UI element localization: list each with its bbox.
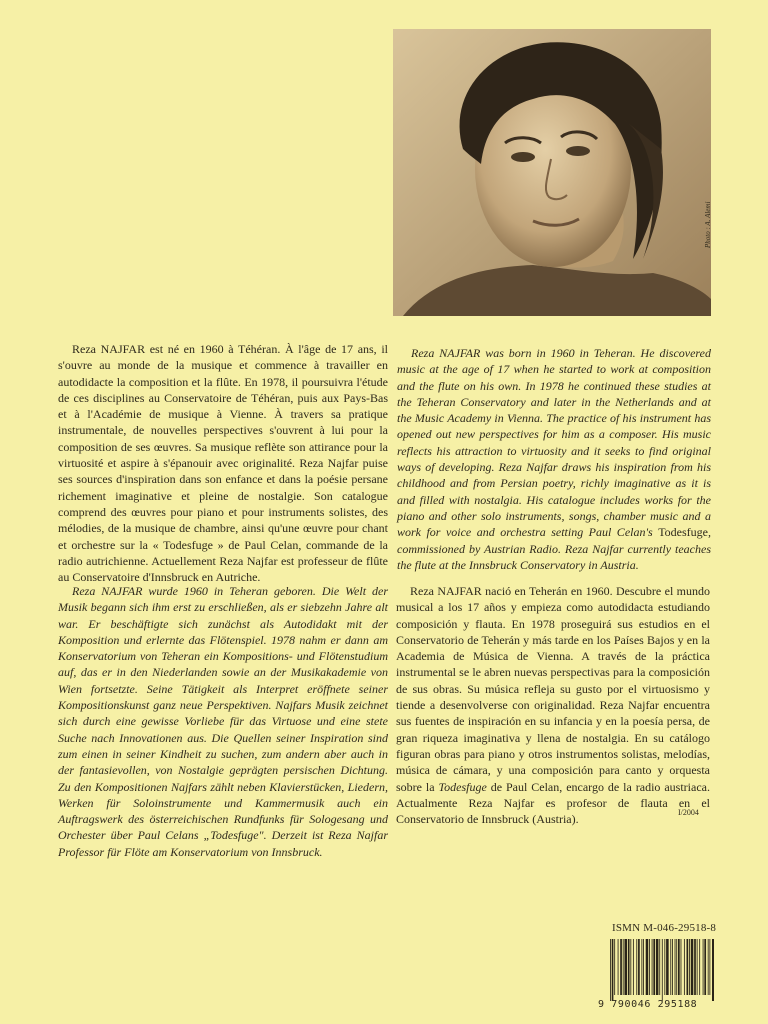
photo-credit: Photo : A. Alemi [704,201,712,248]
bio-spanish-work-title: Todesfuge [438,779,487,794]
barcode-bar [699,939,700,995]
barcode-bar [636,939,637,995]
barcode [598,939,716,1011]
barcode-bar [681,939,682,995]
bio-german-work-title: „Todesfuge" [203,828,264,843]
bio-spanish-text-a: Reza NAJFAR nació en Teherán en 1960. Descubre el mundo musical a los 17 años y empieza como autodidacta estudiando composición y flauta. En 1978 proseguirá sus estudios en el Conservatorio de Teherán y más tarde en los Países Bajos y en la Academia de Música de Vienna. A través de la práctica instrumental se le abren nuevas perspectivas para la composición de sus obras. Su música refleja su gusto por el virtuosismo y tiende a desenvolverse con originalidad. Reza Najfar encuentra sus fuentes de inspiración en su infancia y en la poesía persa, de gran riqueza imaginativa y llena de nostalgia. En su catálogo figuran obras para piano y otros instrumentos solistas, melodías, música de cámara, y una composición para canto y orquesta sobre la [396,584,710,794]
barcode-bar [628,939,630,995]
barcode-bar [678,939,680,995]
barcode-bars [610,939,714,1001]
barcode-bar [641,939,642,995]
barcode-bar [694,939,696,995]
composer-portrait [393,29,711,316]
barcode-bar [610,939,611,1001]
barcode-bar [630,939,631,995]
barcode-bar [675,939,676,995]
bio-english-work-title: Todesfuge [658,525,708,540]
barcode-bar [664,939,665,995]
barcode-bar [643,939,644,995]
barcode-bar [638,939,640,995]
bio-spanish-text-b: de Paul Celan, encargo de la radio austriaca. Actualmente Reza Najfar es profesor de flauta en el Conservatorio de Innsbruck (Austria). [396,779,710,827]
barcode-bar [697,939,698,995]
barcode-bar [620,939,622,995]
barcode-bar [618,939,619,995]
bio-english-text-b: , commissioned by Austrian Radio. Reza Najfar currently teaches the flute at the Innsbruck Conservatory in Austria. [397,525,711,572]
edition-date: I/2004 [678,808,699,817]
barcode-bar [689,939,690,995]
barcode-bar [703,939,704,995]
barcode-bar [687,939,689,995]
barcode-bar [653,939,655,995]
barcode-bar [633,939,634,995]
barcode-bar [672,939,673,995]
barcode-bar [659,939,660,995]
bio-spanish [396,583,710,827]
barcode-bar [646,939,649,995]
barcode-bar [709,939,710,995]
barcode-bar [662,939,663,1001]
barcode-bar [649,939,650,995]
barcode-bar [708,939,709,995]
barcode-bar [614,939,615,995]
barcode-bar [612,939,614,1001]
bio-german-text-a: Reza NAJFAR wurde 1960 in Teheran geboren. Die Welt der Musik begann sich ihm erst zu erschließen, als er siebzehn Jahre alt war. Er beschäftigte sich zunächst als Autodidakt mit der Komposition und erlernte das Flötenspiel. 1978 nahm er dann am Konservatorium von Teheran ein Kompositions- und Flötenstudium auf, das er in den Niederlanden sowie an der Musikakademie von Wien fortsetzte. Seine Tätigkeit als Interpret eröffnete seiner Kompositionskunst ganz neue Perspektiven. Najfars Musik zeichnet sich durch eine gewisse Vorliebe für das Virtuose und eine stete Suche nach Innovationen aus. Die Quellen seiner Inspiration sind zum einen in seiner Kindheit zu suchen, zum andern aber auch in der fantasievollen, von Nostalgie geprägten persischen Dichtung. Zu den Kompositionen Najfars zählt neben Klavierstücken, Liedern, Werken für Soloinstrumente und Kammermusik auch ein Auftragswerk des österreichischen Rundfunks für Sologesang und Orchester über Paul Celans [58,584,388,843]
bio-english [397,345,711,573]
barcode-digits: 9 790046 295188 [598,999,698,1010]
barcode-bar [712,939,714,1001]
bio-french [58,341,388,585]
barcode-bar [684,939,685,995]
barcode-bar [670,939,671,995]
bio-german [58,583,388,860]
barcode-bar [652,939,653,995]
barcode-bar [676,939,677,995]
barcode-bar [704,939,706,995]
barcode-bar [691,939,694,995]
bio-french-text: Reza NAJFAR est né en 1960 à Téhéran. À l'âge de 17 ans, il s'ouvre au monde de la musique et commence à travailler en autodidacte la composition et la flûte. En 1978, il poursuivra l'étude de ces disciplines au Conservatoire de Téhéran, puis aux Pays-Bas et à l'Académie de musique à Vienne. À travers sa pratique instrumentale, de nouvelles perspectives s'ouvrent à lui pour la composition de ses œuvres. Sa musique reflète son attirance pour la virtuosité et aspire à s'épanouir avec originalité. Reza Najfar puise ses sources d'inspiration dans son enfance et dans la poésie persane richement imaginative et pleine de nostalgie. Son catalogue comprend des œuvres pour piano et pour instruments solistes, des mélodies, de la musique de chambre, ainsi qu'une œuvre pour chant et orchestre sur la « Todesfuge » de Paul Celan, commande de la radio autrichienne. Actuellement Reza Najfar est professeur de flûte au Conservatoire d'Innsbruck en Autriche. [58,342,388,585]
bio-german-text-b: . Derzeit ist Reza Najfar Professor für Flöte am Konservatorium von Innsbruck. [58,828,388,859]
barcode-bar [656,939,659,995]
ismn-number: ISMN M-046-29518-8 [612,922,717,934]
bio-english-text-a: Reza NAJFAR was born in 1960 in Teheran. He discovered music at the age of 17 when he started to work at composition and the flute on his own. In 1978 he continued these studies at the Teheran Conservatory and later in the Netherlands and at the Music Academy in Vienna. The practice of his instrument has opened out new perspectives for him as a composer. His music reflects his attraction to virtuosity and it seeks to find original ways of developing. Reza Najfar draws his inspiration from his childhood and from Persian poetry, richly imaginative as it is and filled with nostalgia. His catalogue includes works for the piano and other solo instruments, songs, chamber music and a work for voice and orchestra setting Paul Celan's [397,346,711,540]
barcode-bar [666,939,669,995]
barcode-bar [624,939,627,995]
barcode-bar [623,939,624,995]
